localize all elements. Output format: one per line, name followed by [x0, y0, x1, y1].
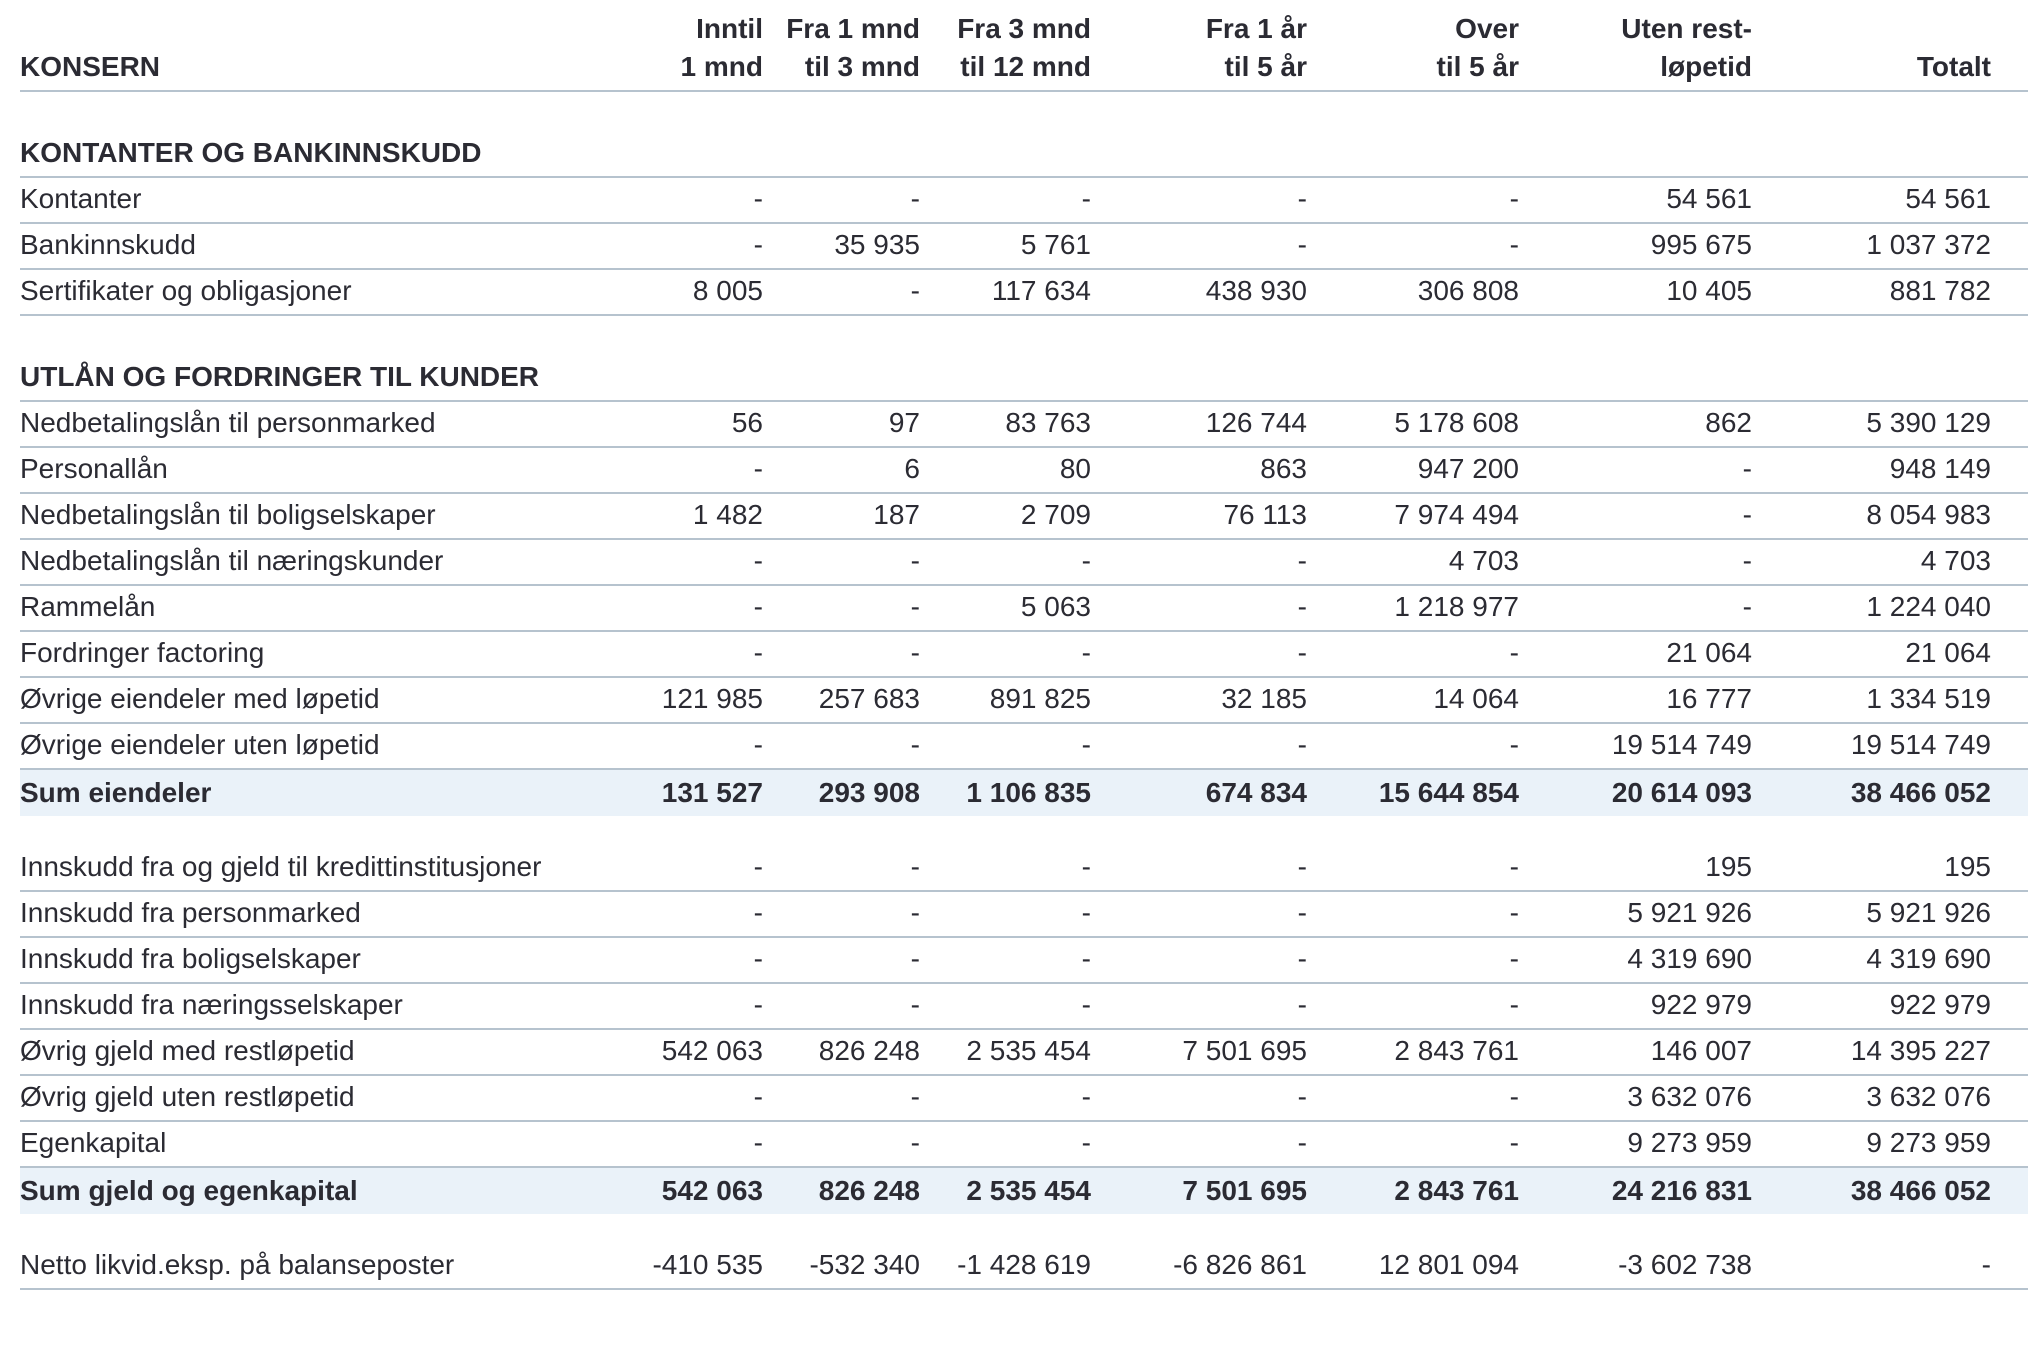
value-cell: 2 535 454 [966, 1035, 1091, 1066]
value-cell: 826 248 [818, 1035, 920, 1066]
value-cell: - [1297, 637, 1307, 668]
table-row [20, 494, 2028, 540]
value-cell: - [753, 1127, 763, 1158]
value-cell: -3 602 738 [1618, 1249, 1752, 1280]
value-cell: 5 921 926 [1627, 897, 1752, 928]
value-cell: 1 106 835 [966, 777, 1091, 808]
value-cell: - [1081, 1127, 1091, 1158]
value-cell: - [1509, 729, 1519, 760]
value-cell: 76 113 [1223, 499, 1307, 530]
spacer [20, 816, 2028, 846]
value-cell: Uten rest- løpetid [1621, 13, 1752, 82]
row-label: Øvrig gjeld uten restløpetid [20, 1081, 355, 1112]
table-row [20, 448, 2028, 494]
row-label: Rammelån [20, 591, 156, 622]
value-cell: - [1081, 637, 1091, 668]
value-cell: - [910, 897, 920, 928]
section-title [20, 132, 2028, 178]
value-cell: 21 064 [1905, 637, 1991, 668]
value-cell: 7 501 695 [1182, 1175, 1307, 1206]
value-cell: - [1297, 1081, 1307, 1112]
value-cell: Fra 1 år til 5 år [1205, 13, 1307, 82]
value-cell: 542 063 [661, 1035, 763, 1066]
value-cell: - [753, 989, 763, 1020]
section-title-text: KONTANTER OG BANKINNSKUDD [20, 137, 482, 168]
value-cell: 80 [1059, 453, 1091, 484]
row-label: Innskudd fra næringsselskaper [20, 989, 403, 1020]
row-label: Øvrige eiendeler med løpetid [20, 683, 380, 714]
value-cell: 862 [1705, 407, 1752, 438]
value-cell: 6 [904, 453, 920, 484]
row-label: Egenkapital [20, 1127, 167, 1158]
value-cell: - [1509, 637, 1519, 668]
value-cell: 5 178 608 [1394, 407, 1519, 438]
table-row [20, 178, 2028, 224]
value-cell: - [1081, 851, 1091, 882]
value-cell: 1 037 372 [1866, 229, 1991, 260]
value-cell: 187 [873, 499, 920, 530]
value-cell: 5 063 [1020, 591, 1091, 622]
value-cell: - [1081, 943, 1091, 974]
value-cell: - [1081, 729, 1091, 760]
table-row [20, 892, 2028, 938]
value-cell: 1 224 040 [1866, 591, 1991, 622]
row-label: Øvrige eiendeler uten løpetid [20, 729, 380, 760]
row-label: Nedbetalingslån til personmarked [20, 407, 436, 438]
row-label: Personallån [20, 453, 168, 484]
value-cell: - [753, 943, 763, 974]
spacer [20, 1214, 2028, 1244]
value-cell: - [910, 989, 920, 1020]
value-cell: - [1509, 897, 1519, 928]
value-cell: - [910, 183, 920, 214]
value-cell: - [1742, 499, 1752, 530]
value-cell: 16 777 [1666, 683, 1752, 714]
value-cell: -1 428 619 [957, 1249, 1091, 1280]
value-cell: - [1297, 591, 1307, 622]
value-cell: - [1297, 545, 1307, 576]
value-cell: - [910, 637, 920, 668]
value-cell: -6 826 861 [1173, 1249, 1307, 1280]
value-cell: 863 [1260, 453, 1307, 484]
table-row [20, 224, 2028, 270]
row-label: Innskudd fra personmarked [20, 897, 361, 928]
table-row [20, 678, 2028, 724]
table-header [20, 0, 2028, 92]
table-row [20, 1244, 2028, 1290]
table-row [20, 1122, 2028, 1168]
table-row [20, 1076, 2028, 1122]
table-row [20, 984, 2028, 1030]
value-cell: 7 501 695 [1182, 1035, 1307, 1066]
row-label: Innskudd fra og gjeld til kredittinstitusjoner [20, 851, 542, 882]
value-cell: - [1509, 851, 1519, 882]
value-cell: 14 395 227 [1850, 1035, 1991, 1066]
value-cell: - [1742, 545, 1752, 576]
value-cell: 3 632 076 [1866, 1081, 1991, 1112]
row-label: Sertifikater og obligasjoner [20, 275, 352, 306]
table-row [20, 402, 2028, 448]
value-cell: 881 782 [1889, 275, 1991, 306]
value-cell: 14 064 [1433, 683, 1519, 714]
value-cell: - [1297, 989, 1307, 1020]
value-cell: - [753, 229, 763, 260]
value-cell: 2 843 761 [1394, 1035, 1519, 1066]
value-cell: 947 200 [1417, 453, 1519, 484]
row-label: Kontanter [20, 183, 142, 214]
value-cell: Totalt [1916, 51, 1991, 82]
value-cell: 8 005 [692, 275, 763, 306]
value-cell: - [1081, 989, 1091, 1020]
value-cell: - [1297, 943, 1307, 974]
value-cell: 7 974 494 [1394, 499, 1519, 530]
value-cell: 1 218 977 [1394, 591, 1519, 622]
value-cell: - [1081, 897, 1091, 928]
value-cell: - [1297, 183, 1307, 214]
value-cell: 19 514 749 [1611, 729, 1752, 760]
table-row [20, 938, 2028, 984]
value-cell: -532 340 [809, 1249, 920, 1280]
value-cell: - [1081, 1081, 1091, 1112]
value-cell: - [910, 1081, 920, 1112]
row-label: Fordringer factoring [20, 637, 265, 668]
table-row [20, 632, 2028, 678]
table-row [20, 846, 2028, 892]
value-cell: 121 985 [661, 683, 763, 714]
value-cell: 19 514 749 [1850, 729, 1991, 760]
value-cell: - [1297, 1127, 1307, 1158]
value-cell: - [910, 545, 920, 576]
value-cell: 922 979 [1889, 989, 1991, 1020]
value-cell: - [1509, 1127, 1519, 1158]
value-cell: - [753, 545, 763, 576]
value-cell: Fra 1 mnd til 3 mnd [786, 13, 920, 82]
spacer [20, 92, 2028, 132]
row-label: Sum gjeld og egenkapital [20, 1175, 358, 1206]
sum-row [20, 1168, 2028, 1214]
value-cell: 38 466 052 [1850, 1175, 1991, 1206]
value-cell: - [1509, 989, 1519, 1020]
value-cell: 438 930 [1205, 275, 1307, 306]
value-cell: - [1509, 1081, 1519, 1112]
table-row [20, 724, 2028, 770]
value-cell: - [910, 729, 920, 760]
value-cell: 4 319 690 [1627, 943, 1752, 974]
value-cell: 4 703 [1920, 545, 1991, 576]
value-cell: 995 675 [1650, 229, 1752, 260]
value-cell: - [910, 851, 920, 882]
value-cell: 15 644 854 [1378, 777, 1519, 808]
row-label: Nedbetalingslån til boligselskaper [20, 499, 436, 530]
value-cell: 12 801 094 [1378, 1249, 1519, 1280]
value-cell: - [753, 851, 763, 882]
value-cell: 35 935 [834, 229, 920, 260]
value-cell: 891 825 [989, 683, 1091, 714]
value-cell: 1 334 519 [1866, 683, 1991, 714]
value-cell: 2 843 761 [1394, 1175, 1519, 1206]
value-cell: - [910, 275, 920, 306]
table-row [20, 586, 2028, 632]
value-cell: -410 535 [652, 1249, 763, 1280]
row-label: Innskudd fra boligselskaper [20, 943, 361, 974]
spacer [20, 316, 2028, 356]
value-cell: 117 634 [991, 275, 1091, 306]
row-label: KONSERN [20, 51, 161, 82]
value-cell: 20 614 093 [1611, 777, 1752, 808]
value-cell: Inntil 1 mnd [680, 13, 763, 82]
value-cell: - [1297, 851, 1307, 882]
value-cell: 5 921 926 [1866, 897, 1991, 928]
value-cell: - [1297, 897, 1307, 928]
row-label: Netto likvid.eksp. på balanseposter [20, 1249, 455, 1280]
row-label: Bankinnskudd [20, 229, 196, 260]
value-cell: 9 273 959 [1627, 1127, 1752, 1158]
value-cell: 56 [731, 407, 763, 438]
value-cell: - [753, 453, 763, 484]
value-cell: 32 185 [1221, 683, 1307, 714]
sum-row [20, 770, 2028, 816]
section-title-text: UTLÅN OG FORDRINGER TIL KUNDER [20, 361, 540, 392]
value-cell: 826 248 [818, 1175, 920, 1206]
value-cell: - [1081, 545, 1091, 576]
value-cell: - [753, 637, 763, 668]
value-cell: - [1742, 591, 1752, 622]
value-cell: - [1742, 453, 1752, 484]
value-cell: 5 390 129 [1866, 407, 1991, 438]
value-cell: - [910, 943, 920, 974]
section-title [20, 356, 2028, 402]
row-label: Nedbetalingslån til næringskunder [20, 545, 444, 576]
value-cell: 195 [1705, 851, 1752, 882]
value-cell: 1 482 [692, 499, 763, 530]
value-cell: 97 [888, 407, 920, 438]
value-cell: 38 466 052 [1850, 777, 1991, 808]
value-cell: 674 834 [1205, 777, 1307, 808]
value-cell: 54 561 [1666, 183, 1752, 214]
table-row [20, 270, 2028, 316]
value-cell: 542 063 [661, 1175, 763, 1206]
value-cell: 83 763 [1005, 407, 1091, 438]
value-cell: 3 632 076 [1627, 1081, 1752, 1112]
value-cell: - [1509, 943, 1519, 974]
value-cell: 4 319 690 [1866, 943, 1991, 974]
value-cell: - [753, 897, 763, 928]
table-row [20, 540, 2028, 586]
value-cell: 306 808 [1417, 275, 1519, 306]
value-cell: Fra 3 mnd til 12 mnd [957, 13, 1091, 82]
value-cell: - [1981, 1249, 1991, 1280]
value-cell: - [1081, 183, 1091, 214]
table-row [20, 1030, 2028, 1076]
value-cell: - [1509, 183, 1519, 214]
liquidity-table [20, 0, 2028, 1290]
value-cell: - [910, 591, 920, 622]
value-cell: 5 761 [1020, 229, 1091, 260]
value-cell: 8 054 983 [1866, 499, 1991, 530]
value-cell: - [753, 591, 763, 622]
value-cell: - [910, 1127, 920, 1158]
value-cell: - [1509, 229, 1519, 260]
value-cell: 21 064 [1666, 637, 1752, 668]
value-cell: 2 709 [1020, 499, 1091, 530]
value-cell: 257 683 [818, 683, 920, 714]
value-cell: 2 535 454 [966, 1175, 1091, 1206]
row-label: Sum eiendeler [20, 777, 212, 808]
value-cell: - [1297, 729, 1307, 760]
value-cell: 195 [1944, 851, 1991, 882]
value-cell: - [753, 1081, 763, 1112]
row-label: Øvrig gjeld med restløpetid [20, 1035, 355, 1066]
value-cell: 24 216 831 [1611, 1175, 1752, 1206]
value-cell: 10 405 [1666, 275, 1752, 306]
value-cell: - [753, 729, 763, 760]
value-cell: 922 979 [1650, 989, 1752, 1020]
value-cell: 54 561 [1905, 183, 1991, 214]
value-cell: 948 149 [1889, 453, 1991, 484]
value-cell: - [753, 183, 763, 214]
value-cell: Over til 5 år [1436, 13, 1519, 82]
value-cell: 293 908 [818, 777, 920, 808]
value-cell: 9 273 959 [1866, 1127, 1991, 1158]
value-cell: - [1297, 229, 1307, 260]
value-cell: 131 527 [661, 777, 763, 808]
value-cell: 126 744 [1205, 407, 1307, 438]
value-cell: 146 007 [1650, 1035, 1752, 1066]
value-cell: 4 703 [1448, 545, 1519, 576]
